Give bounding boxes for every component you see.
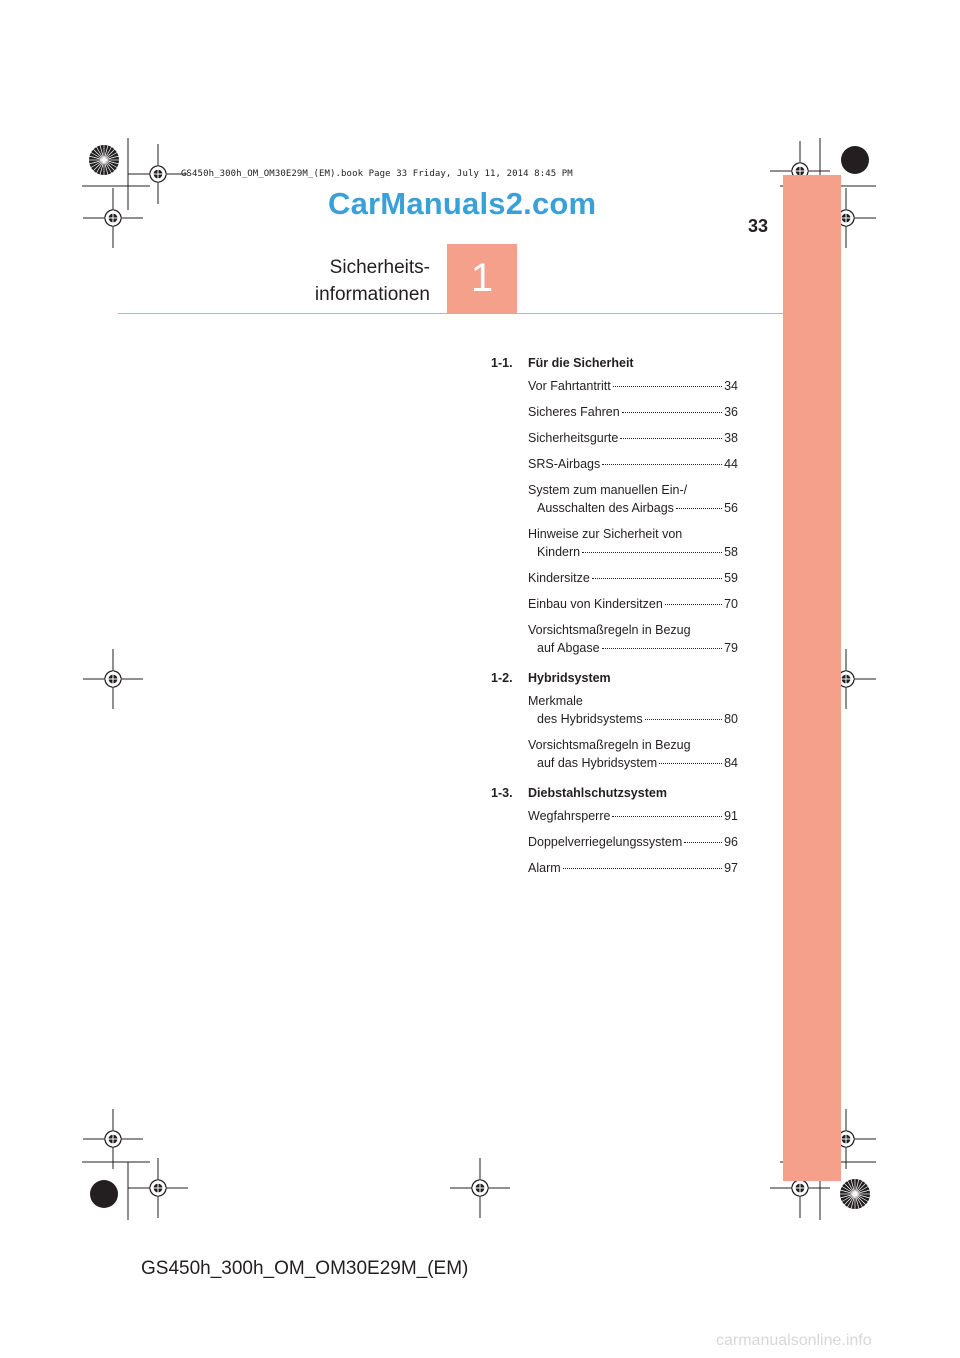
toc-entry[interactable] bbox=[528, 595, 738, 613]
chapter-title-line1: Sicherheits- bbox=[329, 257, 430, 278]
toc-leader-dots bbox=[676, 508, 722, 509]
toc-entry-page: 97 bbox=[724, 861, 738, 875]
toc-entry[interactable] bbox=[528, 621, 738, 657]
header-rule bbox=[118, 313, 783, 314]
solid-registration-dot bbox=[841, 146, 869, 174]
toc-entry-page: 38 bbox=[724, 431, 738, 445]
book-file-header: GS450h_300h_OM_OM30E29M_(EM).book Page 33 Friday, July 11, 2014 8:45 PM bbox=[181, 169, 573, 179]
toc-leader-dots bbox=[592, 578, 722, 579]
chapter-title-line2: informationen bbox=[314, 284, 430, 305]
toc-section-title: Diebstahlschutzsystem bbox=[528, 786, 667, 800]
toc-leader-dots bbox=[602, 464, 722, 465]
toc-section-title: Für die Sicherheit bbox=[528, 356, 634, 370]
toc-entry-page: 36 bbox=[724, 405, 738, 419]
chapter-number-tab bbox=[447, 244, 517, 313]
toc-entry-page: 59 bbox=[724, 571, 738, 585]
toc-entry-page: 70 bbox=[724, 597, 738, 611]
toc-entry-title: Sicherheitsgurte bbox=[528, 431, 619, 445]
toc-entry-title: Vor Fahrtantritt bbox=[528, 379, 611, 393]
toc-section-number: 1-1. bbox=[491, 356, 513, 370]
toc-entry[interactable] bbox=[528, 833, 738, 851]
toc-section-heading bbox=[491, 671, 751, 685]
toc-entry-title: Alarm bbox=[528, 861, 561, 875]
toc-entry-title: Sicheres Fahren bbox=[528, 405, 620, 419]
toc-entry-title: Wegfahrsperre bbox=[528, 809, 611, 823]
solid-registration-dot bbox=[90, 1180, 118, 1208]
chapter-title bbox=[250, 254, 430, 308]
toc-leader-dots bbox=[659, 763, 722, 764]
toc-leader-dots bbox=[665, 604, 722, 605]
toc-entry-title-line1: Vorsichtsmaßregeln in Bezug bbox=[528, 738, 691, 752]
toc-leader-dots bbox=[613, 386, 722, 387]
toc-entry[interactable] bbox=[528, 569, 738, 587]
toc-entry[interactable] bbox=[528, 525, 738, 561]
toc-leader-dots bbox=[563, 868, 722, 869]
toc-entry-title: Doppelverriegelungssystem bbox=[528, 835, 683, 849]
toc-entry[interactable] bbox=[528, 403, 738, 421]
toc-section-number: 1-3. bbox=[491, 786, 513, 800]
toc-entry[interactable] bbox=[528, 481, 738, 517]
toc-entry[interactable] bbox=[528, 859, 738, 877]
footer-document-code: GS450h_300h_OM_OM30E29M_(EM) bbox=[141, 1258, 469, 1279]
toc-entry-title-line1: System zum manuellen Ein-/ bbox=[528, 483, 688, 497]
toc-leader-dots bbox=[622, 412, 722, 413]
toc-entry-page: 79 bbox=[724, 641, 738, 655]
toc-entry[interactable] bbox=[528, 377, 738, 395]
toc-entry[interactable] bbox=[528, 692, 738, 728]
toc-entry-title: Einbau von Kindersitzen bbox=[528, 597, 663, 611]
toc-section-heading bbox=[491, 786, 751, 800]
toc-entry[interactable] bbox=[528, 455, 738, 473]
toc-entry-title-line1: Hinweise zur Sicherheit von bbox=[528, 527, 683, 541]
toc-entry-title: auf das Hybridsystem bbox=[537, 756, 658, 770]
toc-entry-title: Kindersitze bbox=[528, 571, 590, 585]
toc-entry-title: des Hybridsystems bbox=[537, 712, 643, 726]
toc-leader-dots bbox=[620, 438, 722, 439]
toc-entry-page: 84 bbox=[724, 756, 738, 770]
toc-leader-dots bbox=[582, 552, 722, 553]
toc-entry-page: 96 bbox=[724, 835, 738, 849]
toc-entry-title: Ausschalten des Airbags bbox=[537, 501, 674, 515]
chapter-number: 1 bbox=[470, 256, 494, 300]
table-of-contents bbox=[491, 356, 751, 885]
toc-entry-title: auf Abgase bbox=[537, 641, 600, 655]
toc-entry-title-line1: Merkmale bbox=[528, 694, 583, 708]
toc-entry-page: 91 bbox=[724, 809, 738, 823]
toc-section-title: Hybridsystem bbox=[528, 671, 611, 685]
watermark-logo: CarManuals2.com bbox=[328, 186, 597, 221]
toc-entry-page: 58 bbox=[724, 545, 738, 559]
toc-entry-page: 80 bbox=[724, 712, 738, 726]
toc-entry[interactable] bbox=[528, 736, 738, 772]
chapter-side-band bbox=[783, 175, 841, 1181]
toc-entry-title: Kindern bbox=[537, 545, 581, 559]
site-watermark: carmanualsonline.info bbox=[716, 1332, 872, 1349]
toc-section-number: 1-2. bbox=[491, 671, 513, 685]
toc-entry[interactable] bbox=[528, 807, 738, 825]
toc-leader-dots bbox=[612, 816, 722, 817]
toc-entry-page: 56 bbox=[724, 501, 738, 515]
toc-entry-title: SRS-Airbags bbox=[528, 457, 601, 471]
toc-entry-title-line1: Vorsichtsmaßregeln in Bezug bbox=[528, 623, 691, 637]
toc-leader-dots bbox=[602, 648, 723, 649]
toc-leader-dots bbox=[645, 719, 723, 720]
toc-leader-dots bbox=[684, 842, 722, 843]
toc-entry[interactable] bbox=[528, 429, 738, 447]
toc-entry-page: 34 bbox=[724, 379, 738, 393]
page-number: 33 bbox=[748, 216, 769, 236]
toc-section-heading bbox=[491, 356, 751, 370]
toc-entry-page: 44 bbox=[724, 457, 738, 471]
